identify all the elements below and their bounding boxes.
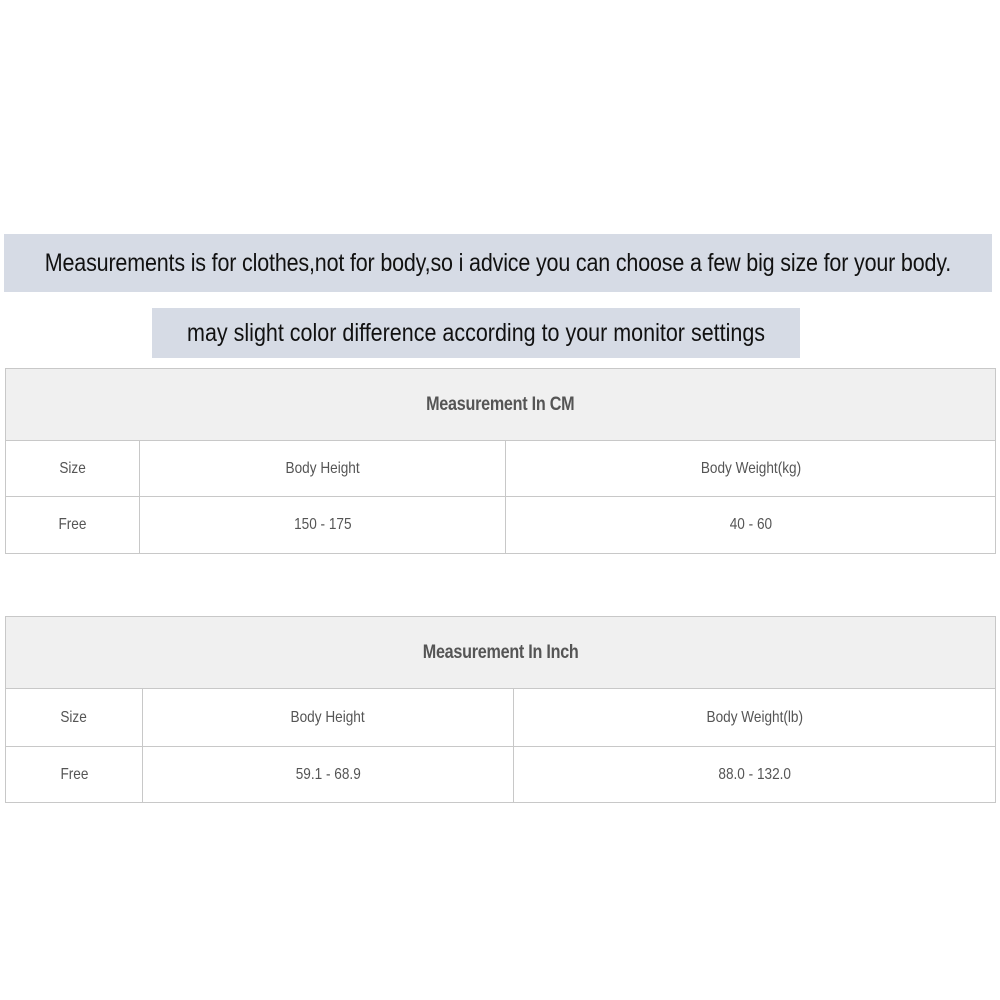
body-height-cell: 59.1 - 68.9 <box>143 747 514 803</box>
color-difference-note <box>152 308 800 358</box>
table-title: Measurement In Inch <box>6 617 996 689</box>
body-weight-cell: 40 - 60 <box>506 497 996 554</box>
size-cell: Free <box>6 747 143 803</box>
size-advice-text: Measurements is for clothes,not for body,so i advice you can choose a few big size for your body. <box>44 248 952 277</box>
table-title: Measurement In CM <box>6 369 996 441</box>
color-difference-text: may slight color difference according to your monitor settings <box>186 318 766 347</box>
measurement-table-cm <box>5 368 996 554</box>
body-height-cell: 150 - 175 <box>140 497 506 554</box>
column-header-body-weight: Body Weight(lb) <box>514 689 996 747</box>
column-header-body-weight: Body Weight(kg) <box>506 441 996 497</box>
column-header-body-height: Body Height <box>143 689 514 747</box>
body-weight-cell: 88.0 - 132.0 <box>514 747 996 803</box>
column-header-size: Size <box>6 441 140 497</box>
size-cell: Free <box>6 497 140 554</box>
column-header-size: Size <box>6 689 143 747</box>
column-header-body-height: Body Height <box>140 441 506 497</box>
measurement-table-inch <box>5 616 996 803</box>
table-row <box>6 497 996 554</box>
size-advice-note <box>4 234 992 292</box>
table-row <box>6 747 996 803</box>
